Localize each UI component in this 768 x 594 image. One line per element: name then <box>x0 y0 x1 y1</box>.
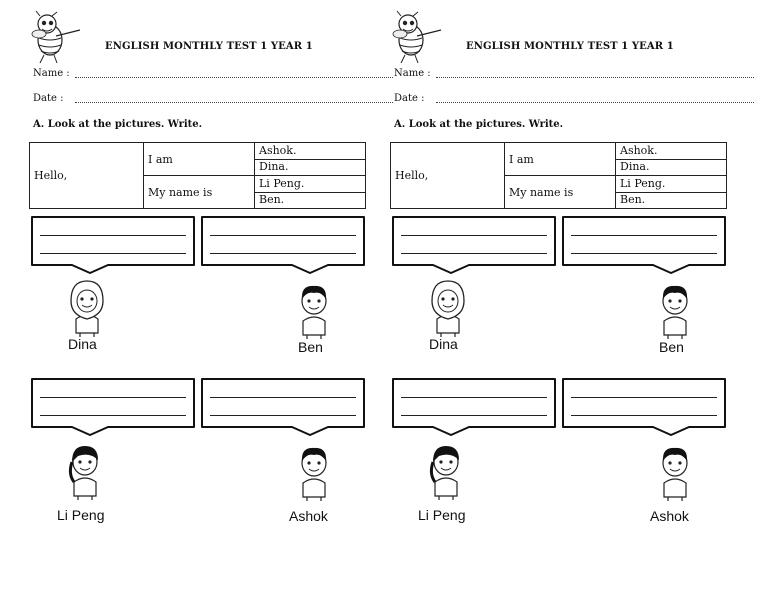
speech-bubble-answer[interactable] <box>561 215 727 267</box>
answer-line <box>210 397 356 398</box>
name-option-cell: Ashok. <box>616 143 727 160</box>
girl-hijab-icon <box>62 277 112 337</box>
answer-line <box>401 253 547 254</box>
name-field[interactable] <box>394 68 434 79</box>
answer-line <box>571 235 717 236</box>
answer-line <box>40 253 186 254</box>
child-name-label: Ben <box>659 339 684 355</box>
name-option-cell: Ben. <box>255 192 366 209</box>
name-option-cell: Ben. <box>616 192 727 209</box>
answer-line <box>571 253 717 254</box>
boy-icon <box>289 441 339 501</box>
phrase-cell: I am <box>144 143 255 176</box>
bee-mascot-icon <box>391 10 447 66</box>
bee-mascot-icon <box>30 10 86 66</box>
speech-bubble-answer[interactable] <box>391 377 557 429</box>
child-name-label: Li Peng <box>418 507 466 523</box>
speech-bubble-answer[interactable] <box>30 215 196 267</box>
word-table <box>29 142 366 209</box>
answer-line <box>401 397 547 398</box>
name-label: Name : <box>33 68 70 79</box>
name-dotted-line <box>75 77 393 78</box>
name-label: Name : <box>394 68 431 79</box>
answer-line <box>210 253 356 254</box>
speech-bubble-answer[interactable] <box>30 377 196 429</box>
instruction: A. Look at the pictures. Write. <box>394 119 564 130</box>
girl-icon <box>421 440 471 500</box>
answer-line <box>401 415 547 416</box>
name-option-cell: Dina. <box>255 159 366 176</box>
phrase-cell: My name is <box>505 176 616 209</box>
greeting-cell: Hello, <box>30 143 144 209</box>
name-option-cell: Dina. <box>616 159 727 176</box>
girl-icon <box>60 440 110 500</box>
boy-icon <box>289 279 339 339</box>
worksheet-right <box>361 0 745 594</box>
answer-line <box>210 235 356 236</box>
speech-bubble-answer[interactable] <box>561 377 727 429</box>
speech-bubble-answer[interactable] <box>200 377 366 429</box>
answer-line <box>571 397 717 398</box>
name-option-cell: Li Peng. <box>616 176 727 193</box>
answer-line <box>401 235 547 236</box>
date-label: Date : <box>394 93 425 104</box>
date-dotted-line <box>75 102 393 103</box>
child-name-label: Ben <box>298 339 323 355</box>
greeting-cell: Hello, <box>391 143 505 209</box>
phrase-cell: I am <box>505 143 616 176</box>
word-table <box>390 142 727 209</box>
instruction: A. Look at the pictures. Write. <box>33 119 203 130</box>
phrase-cell: My name is <box>144 176 255 209</box>
date-label: Date : <box>33 93 64 104</box>
date-field[interactable] <box>33 93 73 104</box>
answer-line <box>40 235 186 236</box>
answer-line <box>40 415 186 416</box>
child-name-label: Ashok <box>650 508 689 524</box>
child-name-label: Dina <box>429 336 458 352</box>
test-title: ENGLISH MONTHLY TEST 1 YEAR 1 <box>466 41 674 52</box>
answer-line <box>210 415 356 416</box>
answer-line <box>40 397 186 398</box>
name-option-cell: Li Peng. <box>255 176 366 193</box>
speech-bubble-answer[interactable] <box>391 215 557 267</box>
date-field[interactable] <box>394 93 434 104</box>
child-name-label: Dina <box>68 336 97 352</box>
name-option-cell: Ashok. <box>255 143 366 160</box>
boy-icon <box>650 441 700 501</box>
date-dotted-line <box>436 102 754 103</box>
speech-bubble-answer[interactable] <box>200 215 366 267</box>
girl-hijab-icon <box>423 277 473 337</box>
child-name-label: Ashok <box>289 508 328 524</box>
name-dotted-line <box>436 77 754 78</box>
test-title: ENGLISH MONTHLY TEST 1 YEAR 1 <box>105 41 313 52</box>
boy-icon <box>650 279 700 339</box>
child-name-label: Li Peng <box>57 507 105 523</box>
answer-line <box>571 415 717 416</box>
name-field[interactable] <box>33 68 73 79</box>
